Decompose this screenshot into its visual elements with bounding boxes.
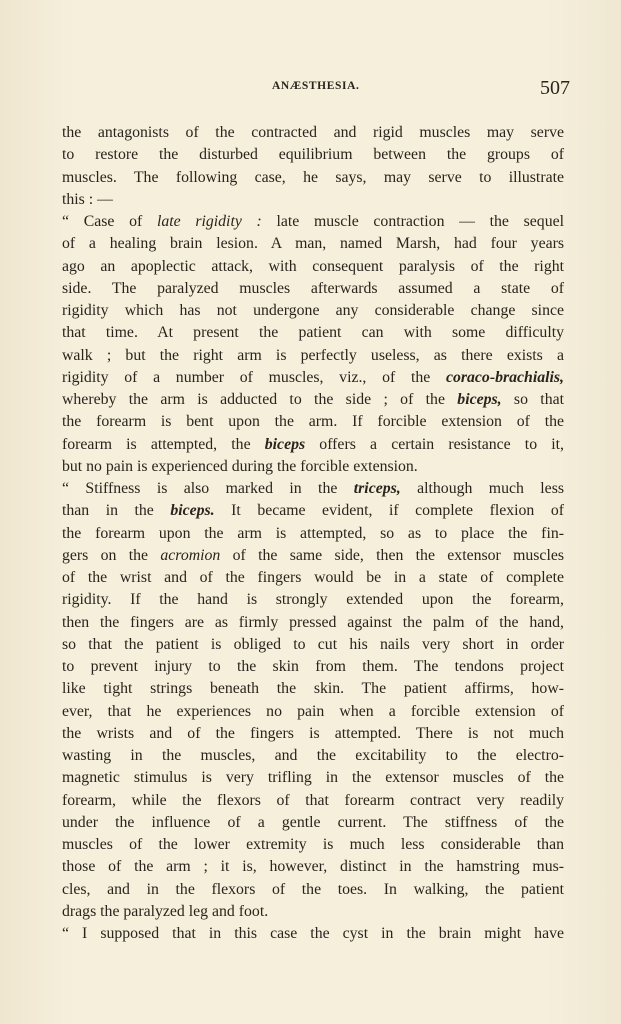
text-segment: those of the arm ; it is, however, distinct in the hamstring mus- xyxy=(62,858,564,876)
text-line xyxy=(62,856,564,878)
emphasized-text: acromion xyxy=(160,546,221,564)
text-line xyxy=(62,678,564,700)
text-line xyxy=(62,256,564,278)
text-line xyxy=(62,211,564,233)
text-line xyxy=(62,167,564,189)
text-segment: rigidity of a number of muscles, viz., of the xyxy=(62,368,446,386)
text-segment: gers on the xyxy=(62,546,161,564)
text-segment: to prevent injury to the skin from them. The tendons project xyxy=(62,658,564,675)
text-line xyxy=(62,122,564,144)
text-line xyxy=(62,278,564,300)
text-segment: rigidity. If the hand is strongly extended upon the forearm, xyxy=(62,591,564,609)
text-line xyxy=(62,456,564,478)
text-segment: cles, and in the flexors of the toes. In walking, the patient xyxy=(62,880,564,898)
text-segment: that time. At present the patient can with some difficulty xyxy=(62,324,564,342)
text-segment: under the influence of a gentle current. The stiffness of the xyxy=(62,813,564,831)
text-segment: muscles. The following case, he says, may serve to illustrate xyxy=(62,168,564,186)
text-segment: side. The paralyzed muscles afterwards assumed a state of xyxy=(62,279,564,297)
text-line xyxy=(62,389,564,411)
text-line xyxy=(62,567,564,589)
text-segment: whereby the arm is adducted to the side ; of the xyxy=(62,391,458,408)
text-segment: wasting in the muscles, and the excitability to the electro- xyxy=(62,747,564,764)
text-segment: muscles of the lower extremity is much less considerable than xyxy=(62,836,564,853)
text-line xyxy=(62,812,564,834)
text-line xyxy=(62,322,564,344)
body-text xyxy=(62,122,564,945)
text-segment: ago an apoplectic attack, with consequent paralysis of the right xyxy=(62,257,564,275)
text-segment: then the fingers are as firmly pressed against the palm of the hand, xyxy=(62,613,564,631)
text-line xyxy=(62,367,564,389)
text-line xyxy=(62,701,564,723)
text-line xyxy=(62,767,564,789)
text-segment: like tight strings beneath the skin. The patient affirms, how- xyxy=(62,680,564,698)
running-head: ANÆSTHESIA. xyxy=(272,80,360,92)
emphasized-text: biceps, xyxy=(457,391,502,408)
emphasized-text: late rigidity : xyxy=(156,213,262,230)
text-segment: of a healing brain lesion. A man, named Marsh, had four years xyxy=(62,235,564,253)
text-line xyxy=(62,612,564,634)
text-segment: “ I supposed that in this case the cyst in the brain might have xyxy=(62,925,564,942)
text-line xyxy=(62,634,564,656)
text-line xyxy=(62,478,564,500)
text-segment: to restore the disturbed equilibrium between the groups of xyxy=(62,146,564,164)
text-segment: forearm is attempted, the xyxy=(62,435,265,453)
page-header xyxy=(62,78,570,102)
text-line xyxy=(62,300,564,322)
text-line xyxy=(62,144,564,166)
text-segment: of the wrist and of the fingers would be in a state of complete xyxy=(62,569,564,586)
page-number: 507 xyxy=(540,77,570,99)
text-segment: but no pain is experienced during the forcible extension. xyxy=(62,457,418,475)
text-line xyxy=(62,411,564,433)
text-line xyxy=(62,545,564,567)
text-segment: ever, that he experiences no pain when a forcible extension of xyxy=(62,702,564,720)
emphasized-text: biceps. xyxy=(170,502,215,520)
text-segment: this : — xyxy=(62,190,113,208)
text-line xyxy=(62,523,564,545)
text-segment: than in the xyxy=(62,502,171,520)
text-segment: late muscle contraction — the sequel xyxy=(261,213,564,230)
text-line xyxy=(62,723,564,745)
text-line xyxy=(62,589,564,611)
text-segment: so that xyxy=(501,391,564,408)
emphasized-text: biceps xyxy=(264,435,306,453)
text-segment: so that the patient is obliged to cut his nails very short in order xyxy=(62,635,564,653)
text-segment: walk ; but the right arm is perfectly useless, as there exists a xyxy=(62,346,564,364)
text-segment: It became evident, if complete flexion of xyxy=(214,502,564,520)
text-line xyxy=(62,434,564,456)
text-segment: rigidity which has not undergone any considerable change since xyxy=(62,302,564,319)
text-segment: although much less xyxy=(400,480,564,497)
text-line xyxy=(62,879,564,901)
text-line xyxy=(62,834,564,856)
text-segment: “ Case of xyxy=(62,213,157,230)
text-segment: “ Stiffness is also marked in the xyxy=(62,480,354,497)
text-line xyxy=(62,745,564,767)
text-segment: magnetic stimulus is very trifling in the extensor muscles of the xyxy=(62,769,564,787)
text-segment: offers a certain resistance to it, xyxy=(305,435,564,453)
text-segment: the wrists and of the fingers is attempted. There is not much xyxy=(62,724,564,742)
text-line xyxy=(62,500,564,522)
text-segment: forearm, while the flexors of that forearm contract very readily xyxy=(62,791,564,809)
emphasized-text: triceps, xyxy=(353,480,401,497)
text-segment: the forearm upon the arm is attempted, so as to place the fin- xyxy=(62,524,564,542)
text-line xyxy=(62,790,564,812)
text-segment: the forearm is bent upon the arm. If forcible extension of the xyxy=(62,413,564,431)
text-line xyxy=(62,901,564,923)
text-segment: of the same side, then the extensor muscles xyxy=(220,546,564,564)
text-line xyxy=(62,345,564,367)
text-line xyxy=(62,656,564,678)
emphasized-text: coraco-brachialis, xyxy=(445,368,564,386)
text-line xyxy=(62,923,564,945)
text-line xyxy=(62,233,564,255)
text-line xyxy=(62,189,564,211)
text-segment: drags the paralyzed leg and foot. xyxy=(62,902,269,920)
text-segment: the antagonists of the contracted and rigid muscles may serve xyxy=(62,124,564,141)
